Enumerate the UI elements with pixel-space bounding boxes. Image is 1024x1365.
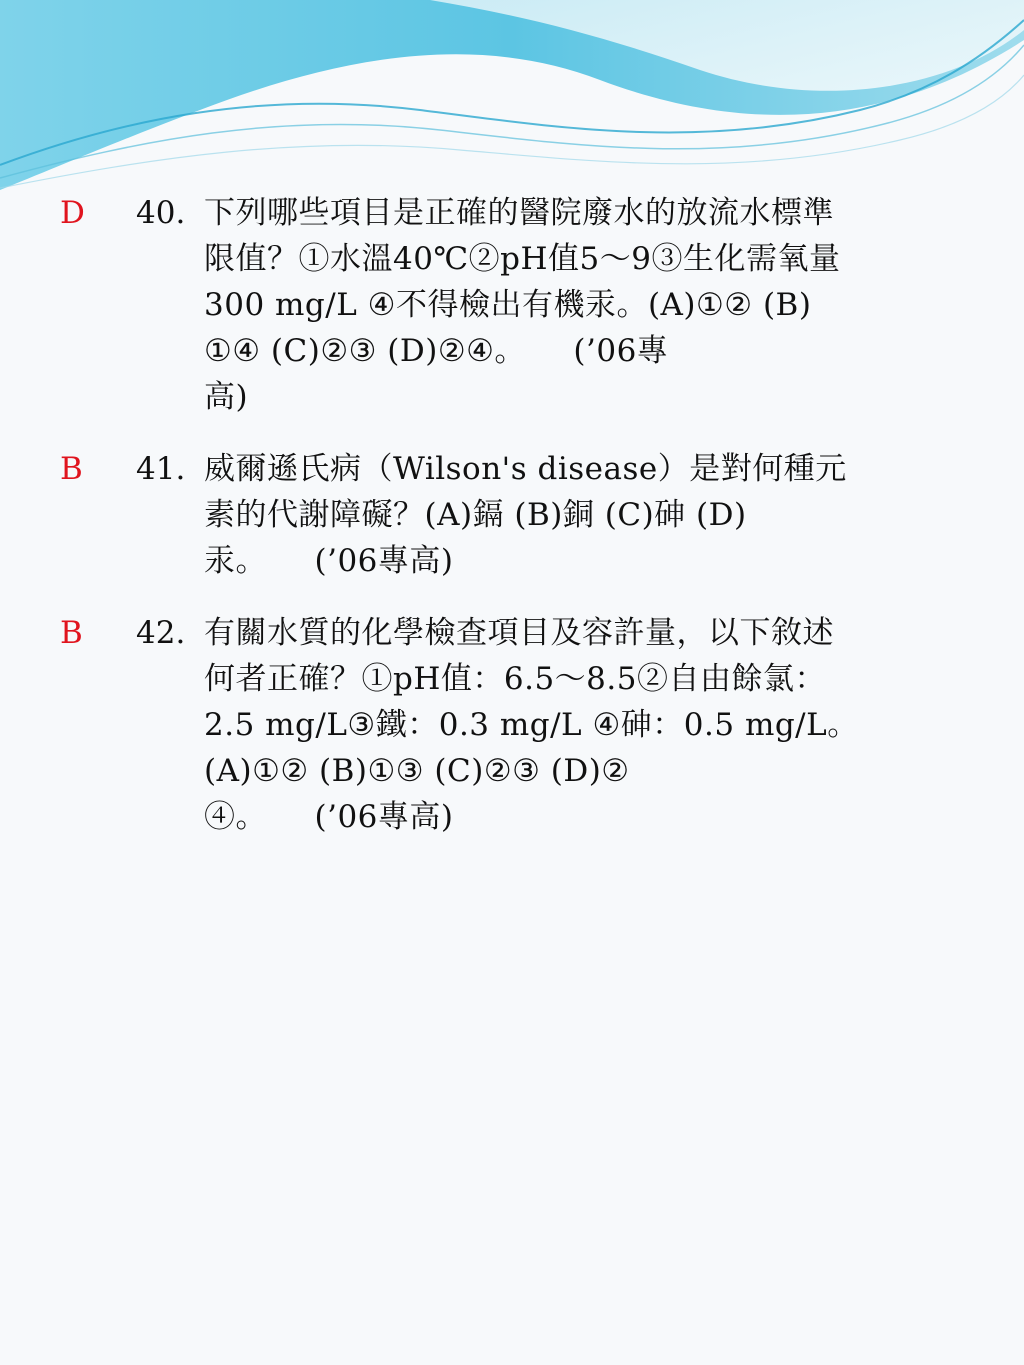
question-list bbox=[0, 190, 1024, 866]
question-40 bbox=[0, 190, 1024, 420]
question-line: ①④ (C)②③ (D)②④。 (’06專 bbox=[204, 333, 669, 369]
question-line: 何者正確？①pH值：6.5～8.5②自由餘氯： bbox=[204, 661, 826, 697]
question-line: 有關水質的化學檢查項目及容許量，以下敘述 bbox=[204, 615, 834, 651]
question-number: 42. bbox=[136, 615, 186, 651]
wave-header-decoration bbox=[0, 0, 1024, 210]
question-line: 威爾遜氏病（Wilson's disease）是對何種元 bbox=[204, 451, 847, 487]
question-number: 41. bbox=[136, 451, 186, 487]
question-number: 40. bbox=[136, 195, 186, 231]
question-line: 高) bbox=[204, 379, 249, 415]
question-line: 300 mg/L ④不得檢出有機汞。(A)①② (B) bbox=[204, 287, 812, 323]
question-text bbox=[204, 610, 994, 840]
answer-key: B bbox=[60, 615, 83, 651]
question-line: (A)①② (B)①③ (C)②③ (D)② bbox=[204, 753, 630, 789]
answer-key: D bbox=[60, 195, 85, 231]
question-line: 2.5 mg/L③鐵：0.3 mg/L ④砷：0.5 mg/L。 bbox=[204, 707, 859, 743]
question-line: ④。 (’06專高) bbox=[204, 799, 454, 835]
question-42 bbox=[0, 610, 1024, 840]
question-line: 汞。 (’06專高) bbox=[204, 543, 454, 579]
question-41 bbox=[0, 446, 1024, 584]
question-text bbox=[204, 446, 994, 584]
question-line: 下列哪些項目是正確的醫院廢水的放流水標準 bbox=[204, 195, 834, 231]
question-line: 限值？①水溫40℃②pH值5～9③生化需氧量 bbox=[204, 241, 841, 277]
answer-key: B bbox=[60, 451, 83, 487]
question-line: 素的代謝障礙？(A)鎘 (B)銅 (C)砷 (D) bbox=[204, 497, 747, 533]
question-text bbox=[204, 190, 994, 420]
